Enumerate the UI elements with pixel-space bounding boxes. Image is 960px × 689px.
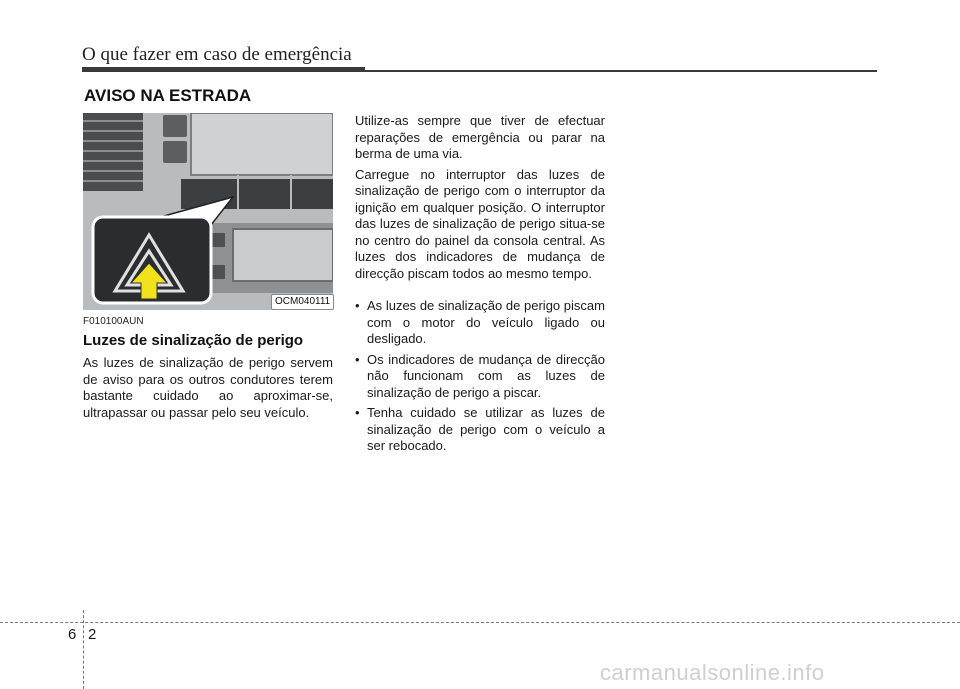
section-title: AVISO NA ESTRADA [84,86,252,105]
right-column [355,113,605,459]
watermark: carmanualsonline.info [600,660,825,685]
header-rule-thin [365,70,877,72]
left-paragraph: As luzes de sinalização de perigo servem de aviso para os outros condutores terem bastante cuidado ao aproximar-se, ultrapassar ou passar pelo seu veículo. [83,355,333,420]
list-item [355,405,605,455]
bullet-dot: • [355,405,360,420]
chapter-number: 6 [68,626,77,643]
reference-code: F010100AUN [83,316,144,327]
running-header: O que fazer em caso de emergência [82,44,352,65]
bullet-dot: • [355,298,360,313]
page-number: 2 [88,626,97,643]
right-paragraph-2: Carregue no interruptor das luzes de sinalização de perigo com o interruptor da ignição em qualquer posição. O interruptor das luzes de sinalização de perigo situa-se no centro do painel da consola central. As luzes dos indicadores de mudança de direcção piscam todos ao mesmo tempo. [355,166,605,281]
figure-code: OCM040111 [271,294,334,310]
header-rule-thick [82,67,365,72]
right-paragraph-1: Utilize-as sempre que tiver de efectuar reparações de emergência ou parar na berma de uma via. [355,113,605,161]
hazard-switch-illustration [83,113,333,310]
subheading: Luzes de sinalização de perigo [83,332,304,349]
bullet-text: Os indicadores de mudança de direcção não funcionam com as luzes de sinalização de perigo a piscar. [367,351,605,400]
dashboard-drawing [83,113,333,310]
footer-rule [0,622,960,623]
left-column [83,316,333,421]
bullet-text: As luzes de sinalização de perigo piscam com o motor do veículo ligado ou desligado. [367,298,605,346]
bullet-text: Tenha cuidado se utilizar as luzes de sinalização de perigo com o veículo a ser rebocado. [367,405,605,453]
list-item [355,352,605,402]
footer-divider [83,610,84,689]
list-item [355,298,605,348]
bullet-list [355,298,605,455]
bullet-dot: • [355,351,360,367]
